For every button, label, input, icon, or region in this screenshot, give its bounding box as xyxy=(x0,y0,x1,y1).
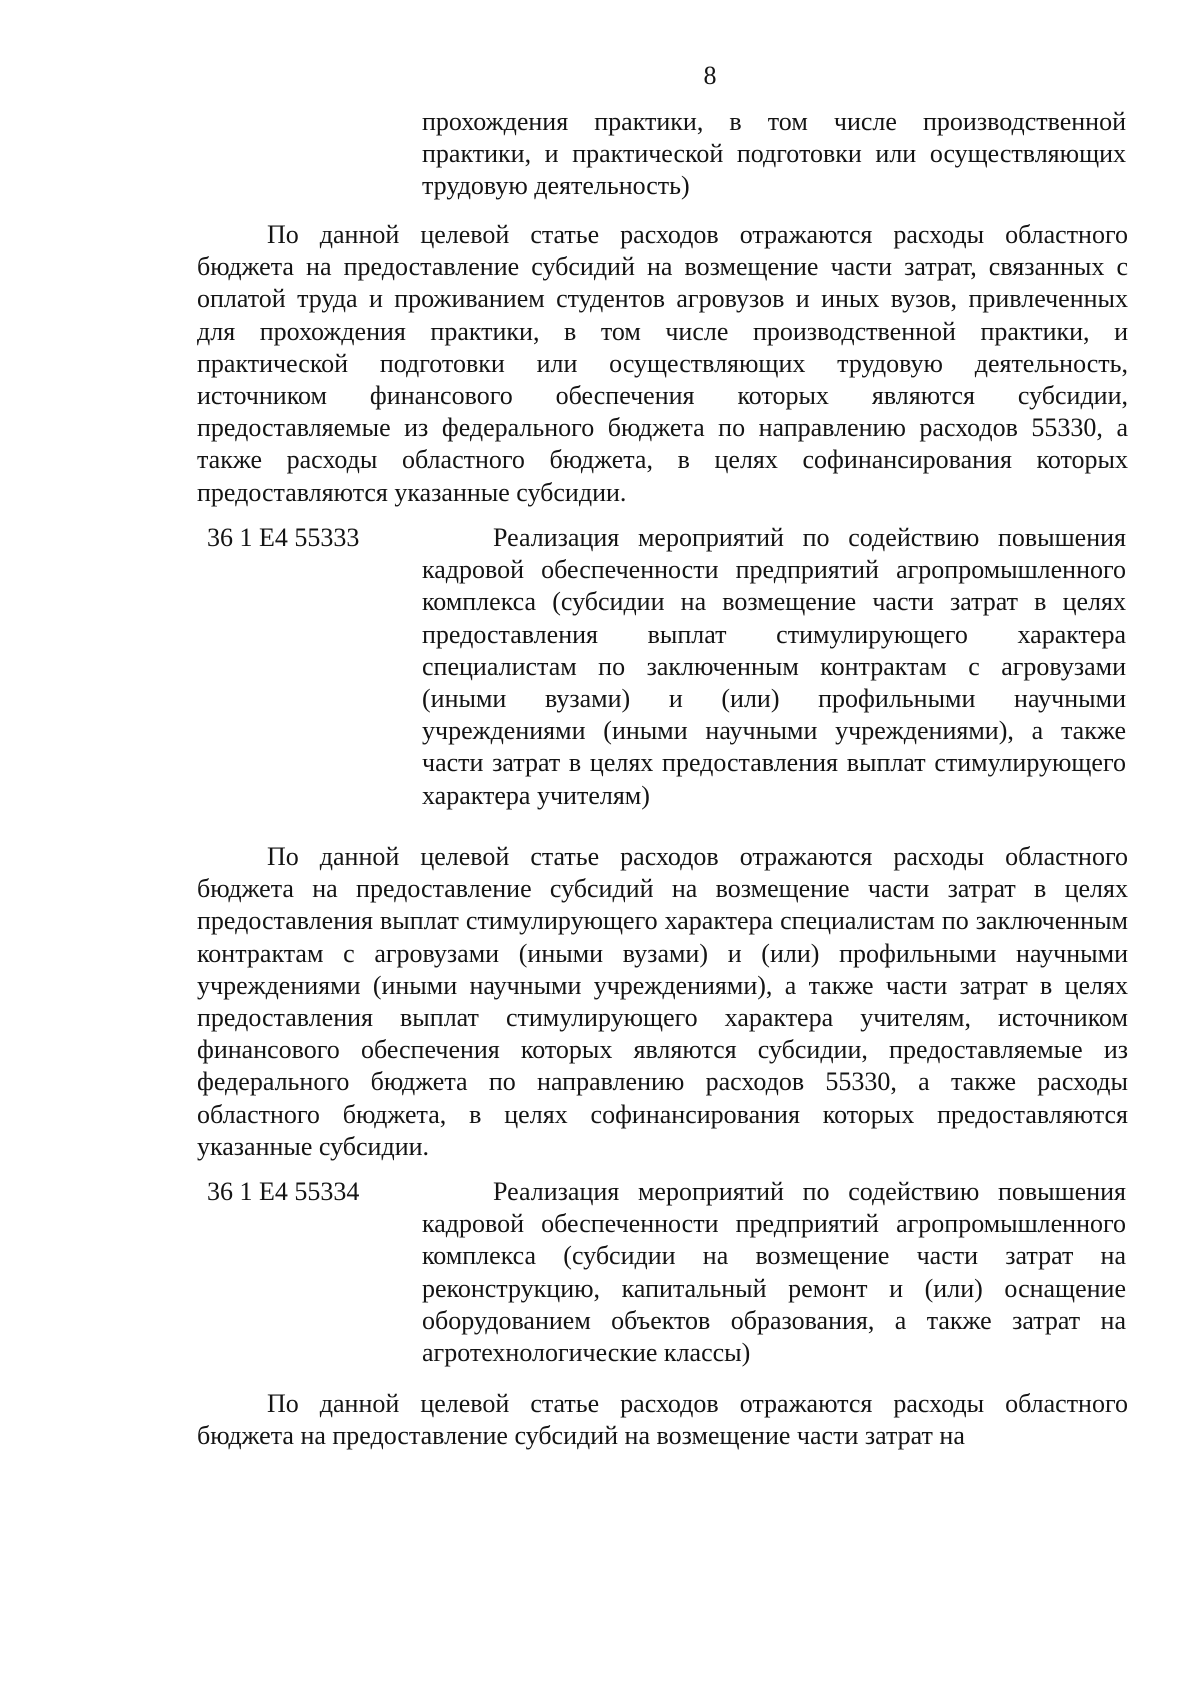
entry-description-55334: Реализация мероприятий по содействию повышения кадровой обеспеченности предприятий агропромышленного комплекса (субсидии на возмещение части затрат на реконструкцию, капитальный ремонт и (или) оснащение оборудованием объектов образования, а также затрат на агротехнологические классы) xyxy=(422,1177,1126,1368)
paragraph-3: По данной целевой статье расходов отражаются расходы областного бюджета на предоставление субсидий на возмещение части затрат на xyxy=(197,1389,1128,1451)
entry-description-55333: Реализация мероприятий по содействию повышения кадровой обеспеченности предприятий агропромышленного комплекса (субсидии на возмещение части затрат в целях предоставления выплат стимулирующего характера специалистам по заключенным контрактам с агровузами (иными вузами) и (или) профильными научными учреждениями (иными научными учреждениями), а также части затрат в целях предоставления выплат стимулирующего характера учителям) xyxy=(422,523,1126,810)
paragraph-1: По данной целевой статье расходов отражаются расходы областного бюджета на предоставление субсидий на возмещение части затрат, связанных с оплатой труда и проживанием студентов агровузов и иных вузов, привлеченных для прохождения практики, в том числе производственной практики, и практической подготовки или осуществляющих трудовую деятельность, источником финансового обеспечения которых являются субсидии, предоставляемые из федерального бюджета по направлению расходов 55330, а также расходы областного бюджета, в целях софинансирования которых предоставляются указанные субсидии. xyxy=(197,220,1128,507)
entry-code-55333: 36 1 Е4 55333 xyxy=(207,523,360,552)
paragraph-2: По данной целевой статье расходов отражаются расходы областного бюджета на предоставление субсидий на возмещение части затрат в целях предоставления выплат стимулирующего характера специалистам по заключенным контрактам с агровузами (иными вузами) и (или) профильными научными учреждениями (иными научными учреждениями), а также части затрат в целях предоставления выплат стимулирующего характера учителям, источником финансового обеспечения которых являются субсидии, предоставляемые из федерального бюджета по направлению расходов 55330, а также расходы областного бюджета, в целях софинансирования которых предоставляются указанные субсидии. xyxy=(197,842,1128,1161)
entry-code-55334: 36 1 Е4 55334 xyxy=(207,1177,360,1206)
continuation-text: прохождения практики, в том числе производственной практики, и практической подготовки или осуществляющих трудовую деятельность) xyxy=(422,107,1126,201)
page-number: 8 xyxy=(703,61,717,90)
